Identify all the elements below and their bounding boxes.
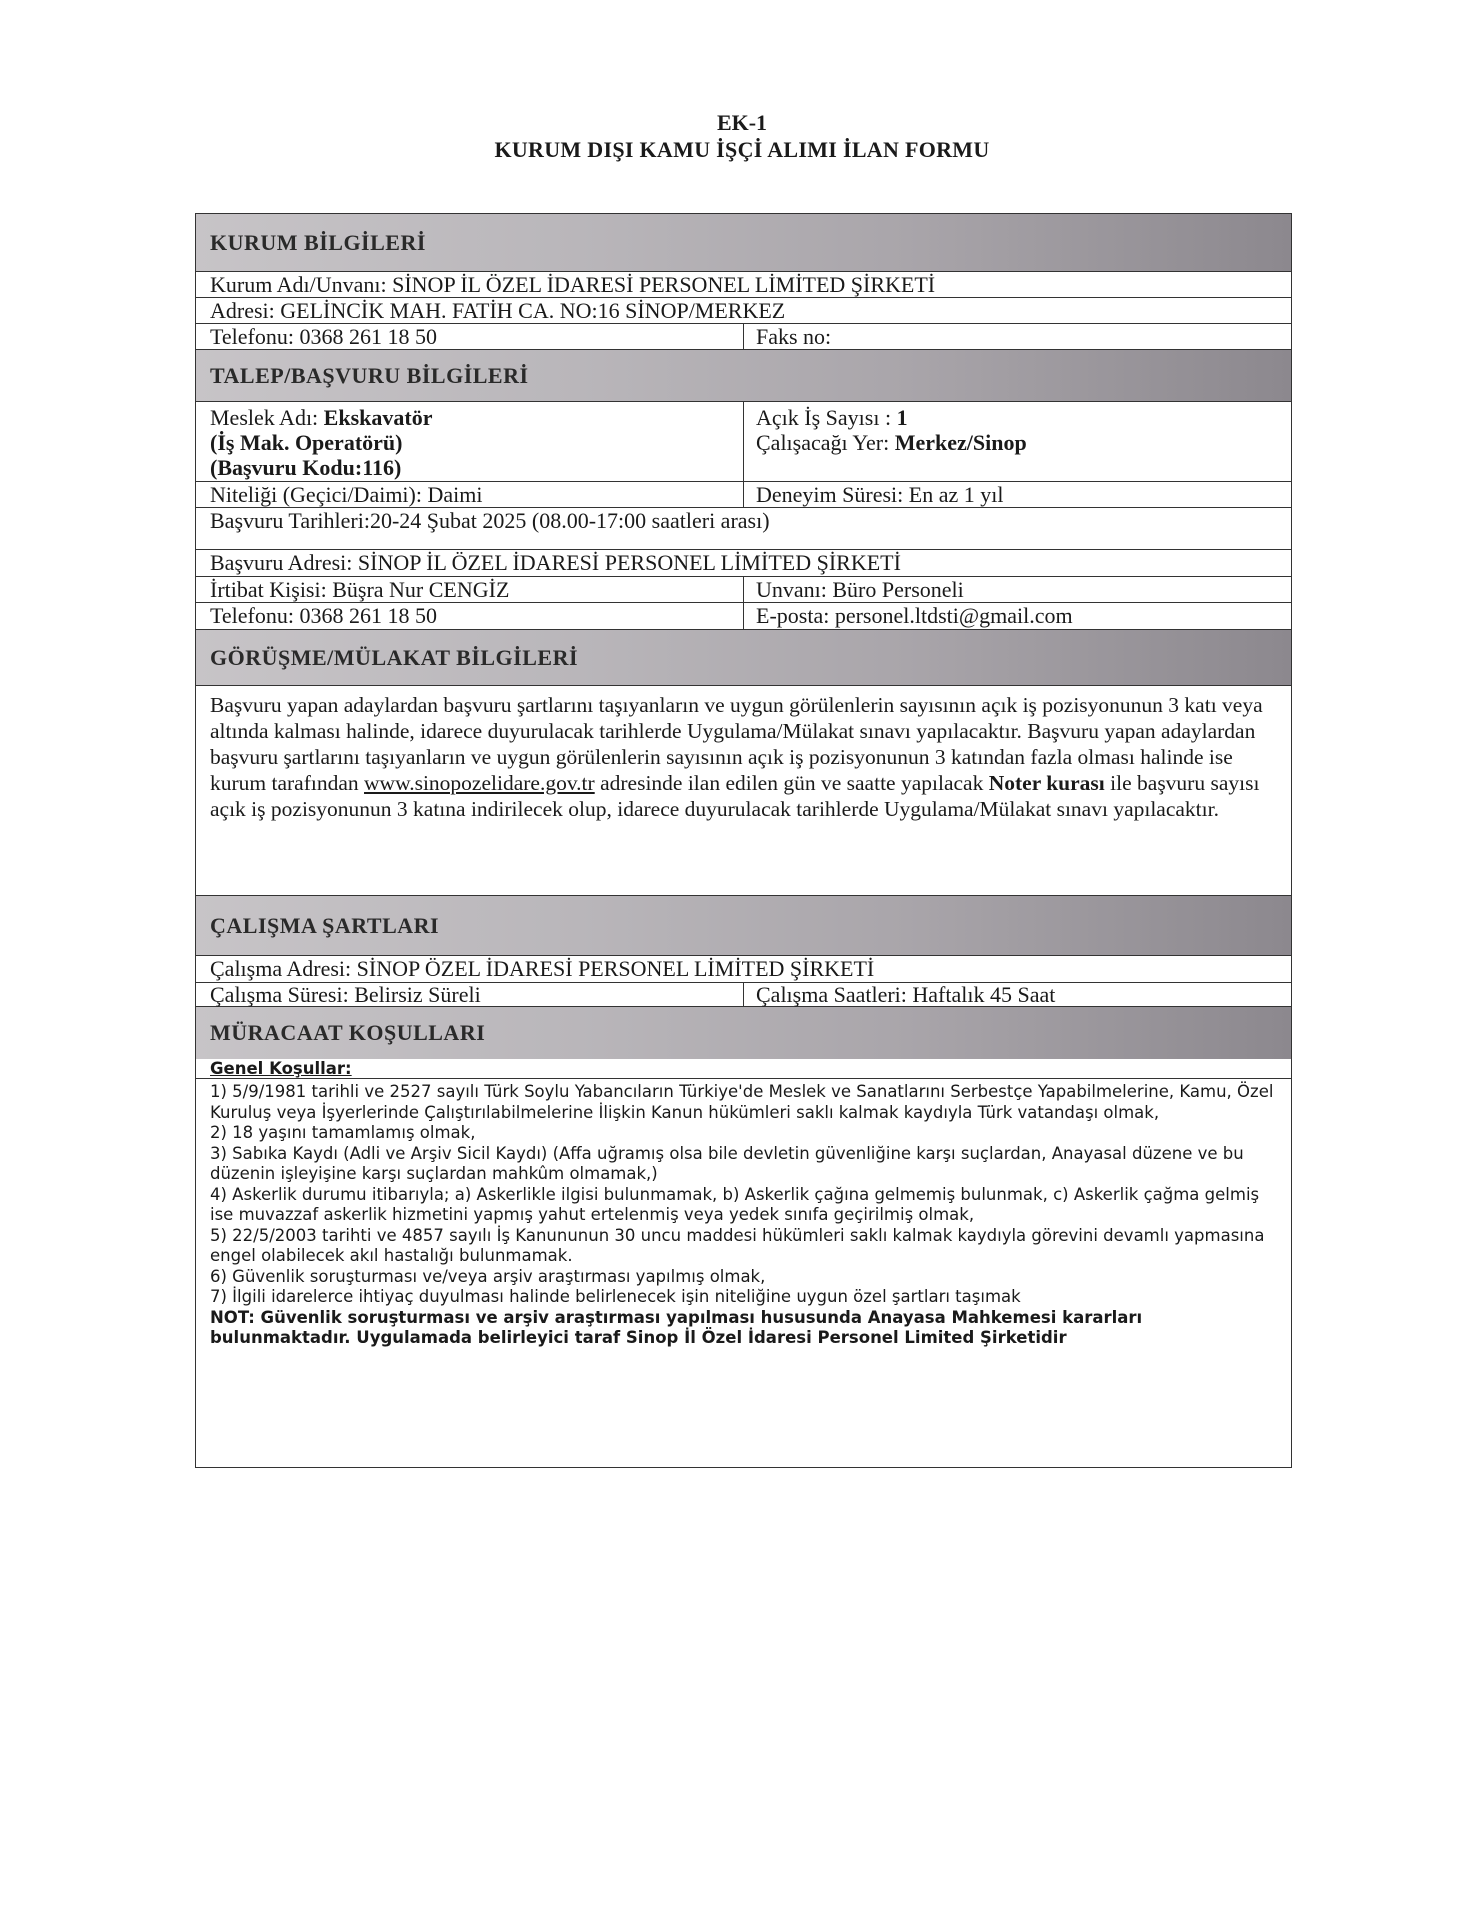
condition-4: 4) Askerlik durumu itibarıyla; a) Askerlikle ilgisi bulunmamak, b) Askerlik çağına gelmemiş bulunmak, c) Askerlik çağma gelmiş ise muvazzaf askerlik hizmetini yapmış yahut ertelenmiş veya yedek sınıfa geçirilmiş olmak, <box>210 1184 1260 1224</box>
contact-email: E-posta: personel.ltdsti@gmail.com <box>756 603 1073 628</box>
section-gorusme-title: GÖRÜŞME/MÜLAKAT BİLGİLERİ <box>210 644 579 670</box>
section-calisma-heading <box>196 896 1291 956</box>
talep-nature-row <box>196 482 1291 508</box>
interview-text-part: ile başvuru sayısı açık iş pozisyonunun 3 katına indirilecek olup, idarece duyurulacak tarihlerde Uygulama/Mülakat sınavı yapılacaktır. <box>210 771 1260 821</box>
job-nature: Niteliği (Geçici/Daimi): Daimi <box>210 482 483 507</box>
section-talep-title: TALEP/BAŞVURU BİLGİLERİ <box>210 362 529 388</box>
column-divider <box>743 983 744 1007</box>
contact-title: Unvanı: Büro Personeli <box>756 577 964 602</box>
talep-dates-row <box>196 508 1291 550</box>
kurum-phone: Telefonu: 0368 261 18 50 <box>210 324 437 349</box>
condition-7: 7) İlgili idarelerce ihtiyaç duyulması halinde belirlenecek işin niteliğine uygun özel şartları taşımak <box>210 1287 1021 1306</box>
general-conditions-header-row <box>196 1059 1291 1079</box>
column-divider <box>743 482 744 508</box>
experience-requirement: Deneyim Süresi: En az 1 yıl <box>756 482 1004 507</box>
interview-info-text <box>210 692 1277 822</box>
section-kurum-title: KURUM BİLGİLERİ <box>210 229 426 255</box>
contact-person: İrtibat Kişisi: Büşra Nur CENGİZ <box>210 577 510 602</box>
application-code: (Başvuru Kodu:116) <box>210 455 402 480</box>
work-duration: Çalışma Süresi: Belirsiz Süreli <box>210 982 481 1007</box>
work-address: Çalışma Adresi: SİNOP ÖZEL İDARESİ PERSONEL LİMİTED ŞİRKETİ <box>210 956 875 981</box>
job-title-block <box>210 405 432 480</box>
interview-info-row <box>196 686 1291 896</box>
document-header <box>0 110 1484 164</box>
section-muracaat-heading <box>196 1007 1291 1059</box>
kurum-phone-row <box>196 324 1291 350</box>
condition-6: 6) Güvenlik soruşturması ve/veya arşiv araştırması yapılmış olmak, <box>210 1266 766 1286</box>
conditions-note: NOT: Güvenlik soruşturması ve arşiv araştırması yapılması hususunda Anayasa Mahkemesi kararları bulunmaktadır. Uygulamada belirleyici taraf Sinop İl Özel İdaresi Personel Limited Şirketidir <box>210 1307 1143 1347</box>
job-title-value: Ekskavatör <box>323 405 433 430</box>
application-dates: Başvuru Tarihleri:20-24 Şubat 2025 (08.00-17:00 saatleri arası) <box>210 508 770 533</box>
open-positions-label: Açık İş Sayısı : <box>756 405 897 430</box>
interview-text-part: adresinde ilan edilen gün ve saatte yapılacak <box>594 771 989 795</box>
job-title-label: Meslek Adı: <box>210 405 324 430</box>
column-divider <box>743 324 744 350</box>
contact-phone: Telefonu: 0368 261 18 50 <box>210 603 437 628</box>
form-title: KURUM DIŞI KAMU İŞÇİ ALIMI İLAN FORMU <box>494 137 990 162</box>
application-address: Başvuru Adresi: SİNOP İL ÖZEL İDARESİ PERSONEL LİMİTED ŞİRKETİ <box>210 550 901 575</box>
section-gorusme-heading <box>196 630 1291 686</box>
condition-5: 5) 22/5/2003 tarihti ve 4857 sayılı İş Kanununun 30 uncu maddesi hükümleri saklı kalmak kaydıyla görevini devamlı yapmasına engel olabilecek akıl hastalığı bulunmamak. <box>210 1225 1265 1265</box>
talep-contact-row <box>196 577 1291 603</box>
work-hours: Çalışma Saatleri: Haftalık 45 Saat <box>756 982 1056 1007</box>
kurum-fax: Faks no: <box>756 324 832 349</box>
condition-1: 1) 5/9/1981 tarihli ve 2527 sayılı Türk Soylu Yabancıların Türkiye'de Meslek ve Sanatlarını Serbestçe Yapabilmelerine, Kamu, Özel Kuruluş veya İşyerlerinde Çalıştırılabilmelerine İlişkin Kanun hükümleri saklı kalmak kaydıyla Türk vatandaşı olmak, <box>210 1082 1274 1122</box>
condition-2: 2) 18 yaşını tamamlamış olmak, <box>210 1123 476 1142</box>
kurum-address: Adresi: GELİNCİK MAH. FATİH CA. NO:16 SİNOP/MERKEZ <box>210 298 786 323</box>
work-location-label: Çalışacağı Yer: <box>756 430 895 455</box>
column-divider <box>743 402 744 482</box>
column-divider <box>743 577 744 603</box>
kurum-address-row <box>196 298 1291 324</box>
condition-3: 3) Sabıka Kaydı (Adli ve Arşiv Sicil Kaydı) (Affa uğramış olsa bile devletin güvenliğine karşı suçlardan, Anayasal düzene ve bu düzenin işleyişine karşı suçlardan mahkûm olmamak,) <box>210 1143 1244 1183</box>
notary-lottery: Noter kurası <box>988 771 1105 795</box>
section-kurum-heading <box>196 214 1291 272</box>
talep-job-row <box>196 402 1291 482</box>
general-conditions-title: Genel Koşullar: <box>210 1059 352 1078</box>
open-positions-value: 1 <box>896 405 908 430</box>
conditions-list <box>210 1082 1283 1349</box>
kurum-name: Kurum Adı/Unvanı: SİNOP İL ÖZEL İDARESİ PERSONEL LİMİTED ŞİRKETİ <box>210 272 936 297</box>
work-terms-row <box>196 983 1291 1007</box>
talep-phone-row <box>196 603 1291 630</box>
section-talep-heading <box>196 350 1291 402</box>
job-title-detail: (İş Mak. Operatörü) <box>210 430 403 455</box>
section-calisma-title: ÇALIŞMA ŞARTLARI <box>210 912 440 938</box>
work-location-value: Merkez/Sinop <box>894 430 1027 455</box>
work-address-row <box>196 956 1291 983</box>
job-info-block <box>756 405 1027 455</box>
interview-text-part: Başvuru yapan adaylardan başvuru şartlarını taşıyanların ve uygun görülenlerin sayısının açık iş pozisyonunun 3 katı veya altında kalması halinde, idarece duyurulacak tarihlerde Uygulama/Mülakat sınavı yapılacaktır. Başvuru yapan adaylardan başvuru şartlarını taşıyanların ve uygun görülenlerin sayısının açık iş pozisyonunun 3 katından fazla olması halinde ise kurum tarafından <box>210 693 1263 795</box>
annex-label: EK-1 <box>716 110 768 135</box>
website-link[interactable]: www.sinopozelidare.gov.tr <box>364 771 595 795</box>
announcement-form <box>195 213 1292 1468</box>
talep-address-row <box>196 550 1291 577</box>
section-muracaat-title: MÜRACAAT KOŞULLARI <box>210 1020 486 1045</box>
kurum-name-row <box>196 272 1291 298</box>
column-divider <box>743 603 744 630</box>
